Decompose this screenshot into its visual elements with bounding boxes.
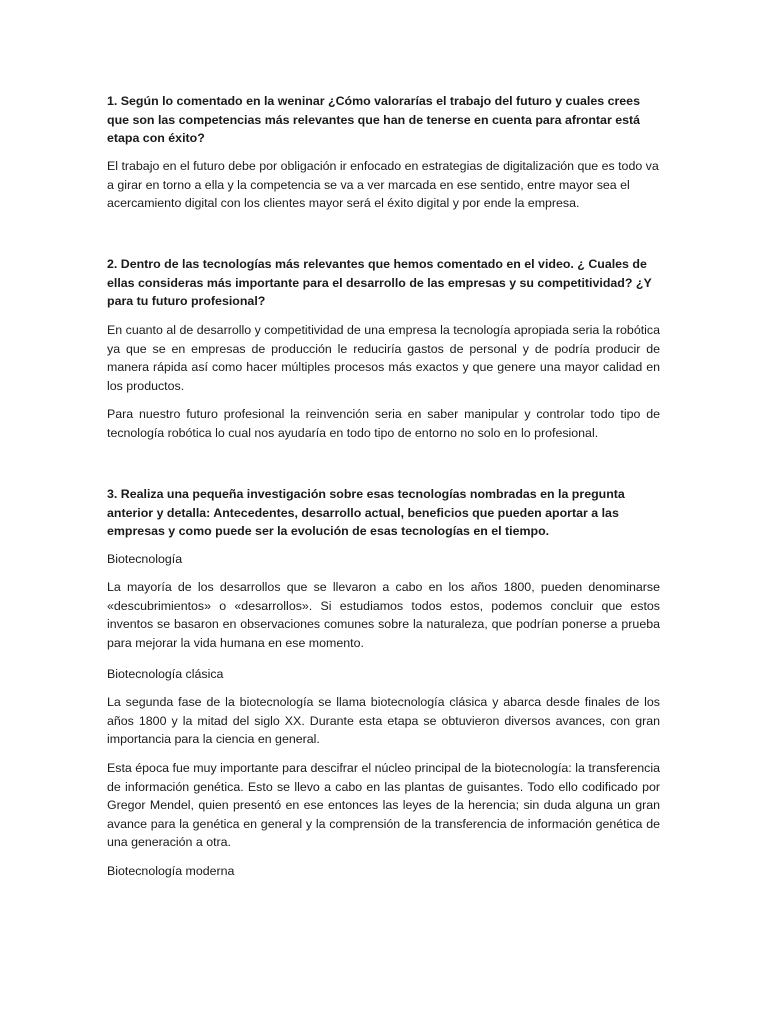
- heading-biotecnologia: Biotecnología: [107, 552, 183, 566]
- paragraph-transferencia-genetica: Esta época fue muy importante para descifrar el núcleo principal de la biotecnología: la transferencia de información genética. Esto se llevo a cabo en las plantas de guisantes. Todo ello codificado por Gregor Mendel, quien presentó en ese entonces las leyes de la herencia; sin duda alguna un gran avance para la genética en general y la comprensión de la transferencia de información genética de una generación a otra.: [107, 761, 660, 850]
- paragraph-biotecnologia: La mayoría de los desarrollos que se llevaron a cabo en los años 1800, pueden denominarse «descubrimientos» o «desarrollos». Si estudiamos todos estos, podemos concluir que estos inventos se basaron en observaciones comunes sobre la naturaleza, que podrían ponerse a prueba para mejorar la vida humana en ese momento.: [107, 580, 660, 650]
- answer-1: El trabajo en el futuro debe por obligación ir enfocado en estrategias de digitalización que es todo va a girar en torno a ella y la competencia se va a ver marcada en ese sentido, entre mayor sea el acercamiento digital con los clientes mayor será el éxito digital y por ende la empresa.: [107, 159, 659, 211]
- question-2: 2. Dentro de las tecnologías más relevantes que hemos comentado en el video. ¿ Cuales de ellas consideras más importante para el desarrollo de las empresas y su competitividad? ¿Y para tu futuro profesional?: [107, 257, 652, 309]
- paragraph-biotecnologia-clasica: La segunda fase de la biotecnología se llama biotecnología clásica y abarca desde finales de los años 1800 y la mitad del siglo XX. Durante esta etapa se obtuvieron diversos avances, con gran importancia para la ciencia en general.: [107, 695, 660, 747]
- question-3: 3. Realiza una pequeña investigación sobre esas tecnologías nombradas en la pregunta anterior y detalla: Antecedentes, desarrollo actual, beneficios que pueden aportar a las empresas y como puede ser la evolución de esas tecnologías en el tiempo.: [107, 487, 625, 539]
- heading-biotecnologia-moderna: Biotecnología moderna: [107, 864, 235, 878]
- answer-2-paragraph-1: En cuanto al de desarrollo y competitividad de una empresa la tecnología apropiada seria la robótica ya que se en empresas de producción le reduciría gastos de personal y de podría producir de manera rápida así como hacer múltiples procesos más exactos y que genere una mayor calidad en los productos.: [107, 323, 660, 393]
- heading-biotecnologia-clasica: Biotecnología clásica: [107, 667, 224, 681]
- answer-2-paragraph-2: Para nuestro futuro profesional la reinvención seria en saber manipular y controlar todo tipo de tecnología robótica lo cual nos ayudaría en todo tipo de entorno no solo en lo profesional.: [107, 407, 660, 440]
- question-1: 1. Según lo comentado en la weninar ¿Cómo valorarías el trabajo del futuro y cuales crees que son las competencias más relevantes que han de tenerse en cuenta para afrontar está etapa con éxito?: [107, 94, 641, 146]
